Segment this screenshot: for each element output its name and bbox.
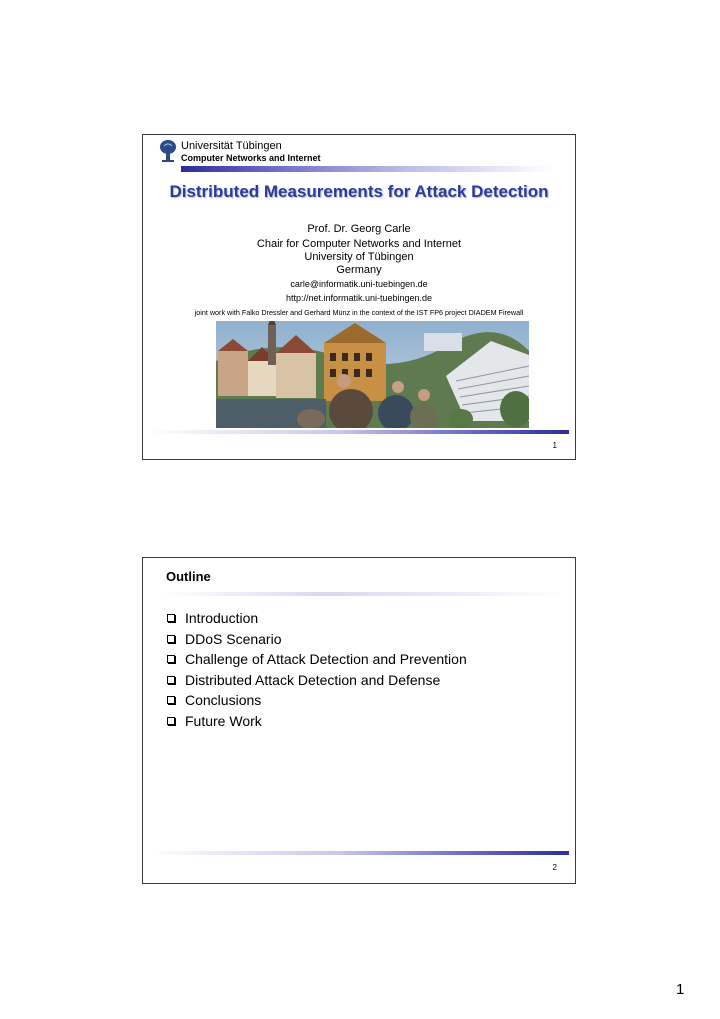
list-item-label: Distributed Attack Detection and Defense	[185, 671, 441, 688]
list-item	[167, 649, 467, 670]
department-name: Computer Networks and Internet	[181, 153, 321, 163]
slide-page-number: 1	[552, 441, 557, 450]
checkbox-bullet-icon	[167, 717, 175, 725]
author-email: carle@informatik.uni-tuebingen.de	[290, 279, 428, 289]
author-name: Prof. Dr. Georg Carle	[307, 223, 411, 235]
list-item-label: Conclusions	[185, 692, 262, 709]
tuebingen-photo-collage	[216, 321, 529, 428]
checkbox-bullet-icon	[167, 614, 175, 622]
list-item	[167, 608, 467, 629]
outline-slide	[142, 557, 576, 884]
checkbox-bullet-icon	[167, 676, 175, 684]
university-name: Universität Tübingen	[181, 140, 282, 152]
list-item	[167, 690, 467, 711]
slide-title: Distributed Measurements for Attack Detection	[169, 182, 549, 201]
list-item	[167, 670, 467, 691]
collage-illustration	[216, 321, 529, 428]
footer-gradient-bar	[149, 430, 569, 434]
checkbox-bullet-icon	[167, 696, 175, 704]
header-gradient-bar	[181, 166, 553, 172]
list-item-label: Challenge of Attack Detection and Prevention	[185, 651, 467, 668]
affiliation-country: Germany	[336, 264, 382, 276]
list-item	[167, 711, 467, 732]
footer-gradient-bar	[149, 851, 569, 855]
checkbox-bullet-icon	[167, 655, 175, 663]
checkbox-bullet-icon	[167, 635, 175, 643]
university-logo-icon	[159, 139, 177, 163]
title-slide	[142, 134, 576, 460]
outline-list	[167, 608, 467, 731]
list-item-label: Introduction	[185, 610, 259, 627]
list-item-label: DDoS Scenario	[185, 630, 282, 647]
document-page-number: 1	[676, 981, 685, 998]
list-item-label: Future Work	[185, 712, 262, 729]
list-item	[167, 629, 467, 650]
slide-page-number: 2	[552, 863, 557, 872]
outline-title: Outline	[166, 569, 211, 584]
affiliation-chair: Chair for Computer Networks and Internet	[256, 238, 462, 250]
joint-work-note: joint work with Falko Dressler and Gerhard Münz in the context of the IST FP6 project DIADEM Firewall	[194, 308, 524, 317]
affiliation-university: University of Tübingen	[304, 251, 414, 263]
author-url: http://net.informatik.uni-tuebingen.de	[285, 293, 433, 303]
title-underline-bar	[163, 592, 563, 596]
